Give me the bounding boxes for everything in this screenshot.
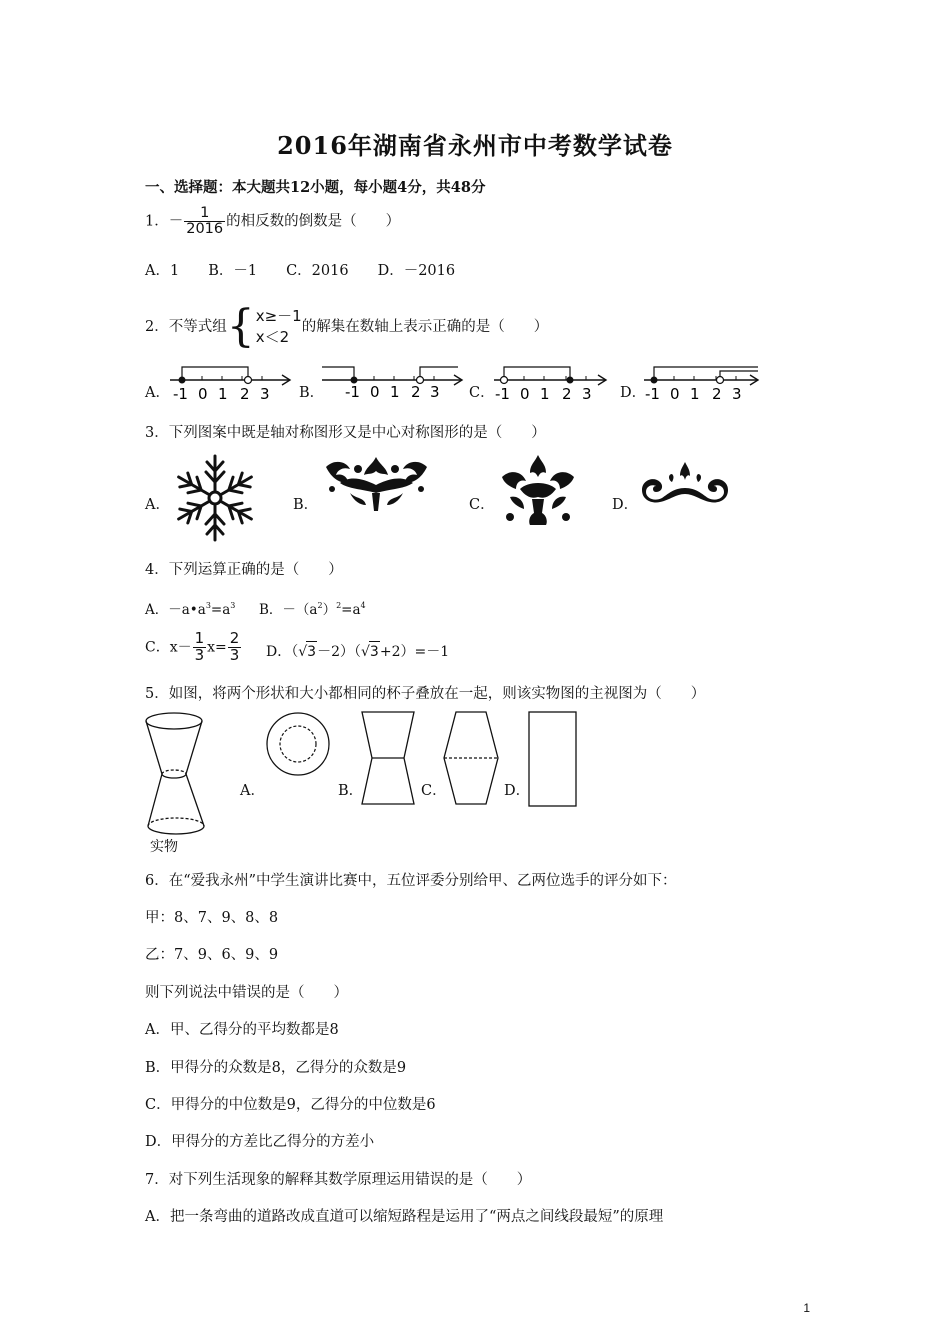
q4-option-d-radicand: 3 [369,641,380,662]
frac-denominator: 3 [194,645,205,664]
question-3: 3．下列图案中既是轴对称图形又是中心对称图形的是（ ） [145,425,546,441]
q6-option-a: A．甲、乙得分的平均数都是8 [145,1022,339,1038]
q2a-tick-label: 3 [260,385,270,403]
object-label: 实物 [150,839,178,855]
q1-frac-numerator: 1 [184,206,225,222]
frac-denominator: 3 [229,645,240,664]
q5-option-c-hexagon-shape [442,710,500,806]
q5-option-c-label: C． [421,783,447,799]
q5-option-b-hourglass-shape [358,710,418,806]
q2d-tick-label: 1 [690,385,700,403]
q3-option-d-label: D． [612,497,639,513]
q4-option-d-text: D．（ [266,644,299,660]
page-number: 1 [803,1301,810,1315]
q4-option-a [145,596,235,620]
q2-number-line-c [490,360,612,404]
q2b-tick-label: 0 [370,383,380,401]
q2-option-c-label: C． [469,385,495,401]
q2b-tick-label: -1 [345,383,360,401]
question-4: 4．下列运算正确的是（ ） [145,562,343,578]
q2-option-b-label: B． [299,385,325,401]
q2-system-line-2: x＜2 [255,328,290,346]
q6-prompt: 则下列说法中错误的是（ ） [145,985,348,1001]
ornament-pattern-b-image [320,453,433,513]
ornament-pattern-d-image [638,460,732,504]
q2c-tick-label: 0 [520,385,530,403]
q4-option-a-exponent: 3 [230,601,236,610]
q2d-tick-label: -1 [645,385,660,403]
section-heading: 一、选择题：本大题共12小题，每小题4分，共48分 [145,179,486,196]
q2c-tick-label: 1 [540,385,550,403]
q4-option-a-exponent: 3 [205,601,211,610]
q6-scores-yi: 乙：7、9、6、9、9 [145,947,279,963]
q4-option-b-exponent: 2 [317,601,323,610]
frac-numerator: 1 [194,629,205,647]
snowflake-pattern-image [168,452,262,544]
q2d-tick-label: 2 [712,385,722,403]
q2-text-after: 的解集在数轴上表示正确的是（ ） [301,319,549,335]
q6-scores-jia: 甲：8、7、9、8、8 [145,910,279,926]
q2b-tick-label: 2 [411,383,421,401]
q4-option-b-equals: =a [341,602,361,618]
q2a-tick-label: 1 [218,385,228,403]
question-7: 7．对下列生活现象的解释其数学原理运用错误的是（ ） [145,1172,532,1188]
q3-option-c-label: C． [469,497,495,513]
q2d-tick-label: 0 [670,385,680,403]
question-5: 5．如图，将两个形状和大小都相同的杯子叠放在一起，则该实物图的主视图为（ ） [145,686,706,702]
sqrt-symbol: √ [361,644,370,660]
q4-option-b-text: B．－（a [259,602,318,618]
q2c-tick-label: 2 [562,385,572,403]
q2-text-before: 2．不等式组 [145,319,227,335]
q6-option-b: B．甲得分的众数是8，乙得分的众数是9 [145,1060,407,1076]
q5-option-b-label: B． [338,783,364,799]
frac-numerator: 2 [229,629,240,647]
q2-option-a-label: A． [145,385,170,401]
q2-number-line-a [168,360,296,404]
q2-option-d-label: D． [620,385,647,401]
question-1 [145,206,400,237]
q4-option-d-end: +2）=－1 [379,644,450,660]
question-6: 6．在“爱我永州”中学生演讲比赛中，五位评委分别给甲、乙两位选手的评分如下： [145,873,677,889]
q2d-tick-label: 3 [732,385,742,403]
q2c-tick-label: -1 [495,385,510,403]
q4-option-a-equals: =a [210,602,231,618]
q1-frac-denominator: 2016 [186,221,224,238]
q1-fraction [184,206,225,237]
q4-option-a-text: A．－a•a [145,602,206,618]
ornament-pattern-c-image [496,453,580,525]
q6-option-c: C．甲得分的中位数是9，乙得分的中位数是6 [145,1097,436,1113]
q4-option-d [266,641,449,662]
q2-number-line-b [318,360,468,404]
q4-option-c-text: C．x－ [145,639,192,656]
q4-option-d-mid: －2）（ [317,644,361,660]
q5-option-d-label: D． [504,783,531,799]
q2b-tick-label: 3 [430,383,440,401]
q2a-tick-label: 0 [198,385,208,403]
q2b-tick-label: 1 [390,383,400,401]
q4-option-c [145,631,242,664]
q5-option-a-label: A． [240,783,265,799]
q4-option-c-fraction-2 [228,631,242,664]
q4-option-c-mid: x= [207,639,227,656]
q4-option-b-exponent: 4 [360,601,366,610]
q5-option-d-rectangle-shape [527,710,579,808]
q4-option-d-radicand: 3 [306,641,317,662]
q7-option-a: A．把一条弯曲的道路改成直道可以缩短路程是运用了“两点之间线段最短”的原理 [145,1209,664,1225]
q1-minus: － [168,213,184,230]
q5-option-a-concentric-circles [264,710,332,778]
q2a-tick-label: 2 [240,385,250,403]
q3-option-b-label: B． [293,497,319,513]
q2c-tick-label: 3 [582,385,592,403]
q4-option-b-exponent: 2 [336,601,342,610]
q6-option-d: D．甲得分的方差比乙得分的方差小 [145,1134,375,1150]
q4-option-b-paren: ） [322,602,337,618]
q4-option-b [259,596,366,620]
sqrt-symbol: √ [298,644,308,660]
q2a-tick-label: -1 [173,385,188,403]
q2-number-line-d [640,360,764,404]
q2-system-line-1: x≥－1 [255,307,302,325]
q2-brace: { [226,301,255,352]
q1-options: A．1 B．－1 C．2016 D．－2016 [145,263,456,279]
q1-number: 1． [145,213,169,230]
question-2 [145,301,549,352]
q2-system [256,306,302,348]
q3-option-a-label: A． [145,497,170,513]
stacked-cups-image [140,708,218,856]
page-title: 2016年湖南省永州市中考数学试卷 [277,131,673,160]
q1-text: 的相反数的倒数是（ ） [226,213,401,230]
q4-option-c-fraction-1 [193,631,207,664]
